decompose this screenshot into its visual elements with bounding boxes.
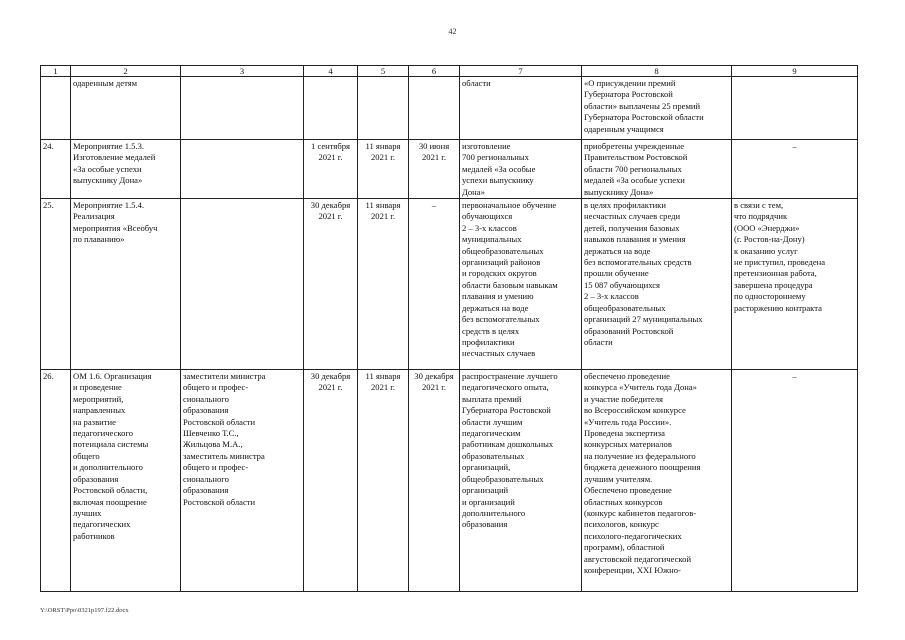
header-cell: 6 bbox=[409, 66, 460, 77]
header-row bbox=[41, 66, 858, 77]
actual-result: приобретены учрежденные Правительством Ростовской области 700 региональных медалей «За особые успехи выпускнику Дона» bbox=[582, 140, 732, 199]
header-cell: 9 bbox=[732, 66, 858, 77]
header-cell: 5 bbox=[358, 66, 409, 77]
header-cell: 8 bbox=[582, 66, 732, 77]
report-table bbox=[40, 65, 858, 592]
actual-start: 11 января 2021 г. bbox=[358, 140, 409, 199]
actual-result: «О присуждении премий Губернатора Ростовской области» выплачены 25 премий Губернатора Ростовской области одаренным учащимся bbox=[582, 77, 732, 140]
table-row bbox=[41, 199, 858, 370]
planned-result: области bbox=[460, 77, 582, 140]
header-cell: 2 bbox=[71, 66, 181, 77]
measure-name: ОМ 1.6. Организация и проведение мероприятий, направленных на развитие педагогического потенциала системы общего и дополнительного образования Ростовской области, включая поощрение лучших педагогических работников bbox=[71, 370, 181, 592]
responsible bbox=[181, 199, 304, 370]
row-number: 25. bbox=[41, 199, 71, 370]
responsible bbox=[181, 140, 304, 199]
planned-result: распространение лучшего педагогического опыта, выплата премий Губернатора Ростовской области лучшим педагогическим работникам дошкольных образовательных организаций, общеобразовательных организаций и организаций дополнительного образования bbox=[460, 370, 582, 592]
measure-name: одаренным детям bbox=[71, 77, 181, 140]
row-number: 24. bbox=[41, 140, 71, 199]
header-cell: 4 bbox=[304, 66, 358, 77]
header-cell: 3 bbox=[181, 66, 304, 77]
responsible: заместители министра общего и профес- сионального образования Ростовской области Шевченко Т.С., Жильцова М.А., заместитель министра общего и профес- сионального образования Ростовской области bbox=[181, 370, 304, 592]
table-row bbox=[41, 370, 858, 592]
measure-name: Мероприятие 1.5.4. Реализация мероприятия «Всеобуч по плаванию» bbox=[71, 199, 181, 370]
actual-end: – bbox=[409, 199, 460, 370]
measure-name: Мероприятие 1.5.3. Изготовление медалей «За особые успехи выпускнику Дона» bbox=[71, 140, 181, 199]
planned-end: 1 сентября 2021 г. bbox=[304, 140, 358, 199]
planned-result: первоначальное обучение обучающихся 2 – 3-х классов муниципальных общеобразовательных организаций районов и городских округов области базовым навыкам плавания и умению держаться на воде без вспомогательных средств в целях профилактики несчастных случаев bbox=[460, 199, 582, 370]
table-row bbox=[41, 140, 858, 199]
header-cell: 7 bbox=[460, 66, 582, 77]
planned-end bbox=[304, 77, 358, 140]
problems bbox=[732, 77, 858, 140]
planned-end: 30 декабря 2021 г. bbox=[304, 199, 358, 370]
row-number bbox=[41, 77, 71, 140]
planned-end: 30 декабря 2021 г. bbox=[304, 370, 358, 592]
actual-start: 11 января 2021 г. bbox=[358, 199, 409, 370]
actual-result: в целях профилактики несчастных случаев среди детей, получения базовых навыков плавания и умения держаться на воде без вспомогательных средств прошли обучение 15 087 обучающихся 2 – 3-х классов общеобразовательных организаций 27 муниципальных образований Ростовской области bbox=[582, 199, 732, 370]
file-path-footer: Y:\ORST\Ppo\0321p197.f22.docx bbox=[40, 607, 129, 614]
header-cell: 1 bbox=[41, 66, 71, 77]
actual-start bbox=[358, 77, 409, 140]
problems: – bbox=[732, 140, 858, 199]
responsible bbox=[181, 77, 304, 140]
actual-start: 11 января 2021 г. bbox=[358, 370, 409, 592]
page-number: 42 bbox=[448, 27, 457, 36]
row-number: 26. bbox=[41, 370, 71, 592]
problems: – bbox=[732, 370, 858, 592]
planned-result: изготовление 700 региональных медалей «За особые успехи выпускнику Дона» bbox=[460, 140, 582, 199]
problems: в связи с тем, что подрядчик (ООО «Энерджи» (г. Ростов-на-Дону) к оказанию услуг не приступил, проведена претензионная работа, завершена процедура по одностороннему расторжению контракта bbox=[732, 199, 858, 370]
actual-end bbox=[409, 77, 460, 140]
actual-end: 30 декабря 2021 г. bbox=[409, 370, 460, 592]
table-row bbox=[41, 77, 858, 140]
actual-result: обеспечено проведение конкурса «Учитель года Дона» и участие победителя во Всероссийском конкурсе «Учитель года России». Проведена экспертиза конкурсных материалов на получение из федерального бюджета денежного поощрения лучшим учителям. Обеспечено проведение областных конкурсов (конкурс кабинетов педагогов- психологов, конкурс психолого-педагогических программ), областной августовской педагогической конференции, XXI Южно- bbox=[582, 370, 732, 592]
actual-end: 30 июня 2021 г. bbox=[409, 140, 460, 199]
